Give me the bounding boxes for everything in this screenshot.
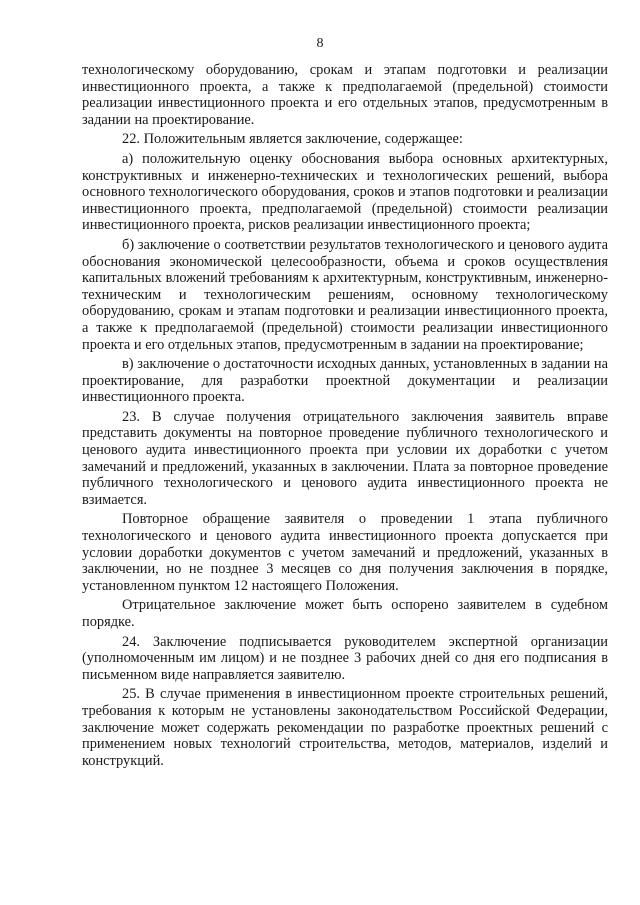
paragraph-22-b: б) заключение о соответствии результатов технологического и ценового аудита обоснования экономической целесообразности, объема и сроков осуществления капитальных вложений требованиям к архитектурным, конструктивным, инженерно-техническим и технологическим решениям, основному технологическому оборудованию, срокам и этапам подготовки и реализации инвестиционного проекта, а также к предполагаемой (предельной) стоимости реализации инвестиционного проекта и его отдельных этапов, предусмотренным в задании на проектирование;	[82, 236, 608, 353]
document-body	[82, 62, 608, 772]
paragraph-24: 24. Заключение подписывается руководителем экспертной организации (уполномоченным им лицом) и не позднее 3 рабочих дней со дня его подписания в письменном виде направляется заявителю.	[82, 633, 608, 683]
paragraph-22-v: в) заключение о достаточности исходных данных, установленных в задании на проектирование, для разработки проектной документации и реализации инвестиционного проекта.	[82, 356, 608, 406]
paragraph-23: 23. В случае получения отрицательного заключения заявитель вправе представить документы на повторное проведение публичного технологического и ценового аудита инвестиционного проекта при условии их доработки с учетом замечаний и предложений, указанных в заключении. Плата за повторное проведение публичного технологического и ценового аудита инвестиционного проекта не взимается.	[82, 408, 608, 508]
paragraph-22: 22. Положительным является заключение, содержащее:	[122, 131, 463, 148]
paragraph-continuation: технологическому оборудованию, срокам и этапам подготовки и реализации инвестиционного проекта, а также к предполагаемой (предельной) стоимости реализации инвестиционного проекта и его отдельных этапов, предусмотренным в задании на проектирование.	[82, 62, 608, 128]
page-number: 8	[316, 36, 324, 51]
paragraph-22-a: а) положительную оценку обоснования выбора основных архитектурных, конструктивных и инженерно-технических и технологических решений, выбора основного технологического оборудования, сроков и этапов подготовки и реализации инвестиционного проекта, предполагаемой (предельной) стоимости реализации инвестиционного проекта, рисков реализации инвестиционного проекта;	[82, 150, 608, 234]
paragraph-appeal: Отрицательное заключение может быть оспорено заявителем в судебном порядке.	[82, 597, 608, 630]
paragraph-repeat-request: Повторное обращение заявителя о проведении 1 этапа публичного технологического и ценового аудита инвестиционного проекта допускается при условии доработки документов с учетом замечаний и предложений, указанных в заключении, но не позднее 3 месяцев со дня получения заключения в порядке, установленном пунктом 12 настоящего Положения.	[82, 511, 608, 594]
paragraph-25: 25. В случае применения в инвестиционном проекте строительных решений, требования к которым не установлены законодательством Российской Федерации, заключение может содержать рекомендации по разработке проектных решений с применением новых технологий строительства, методов, материалов, изделий и конструкций.	[82, 686, 608, 769]
